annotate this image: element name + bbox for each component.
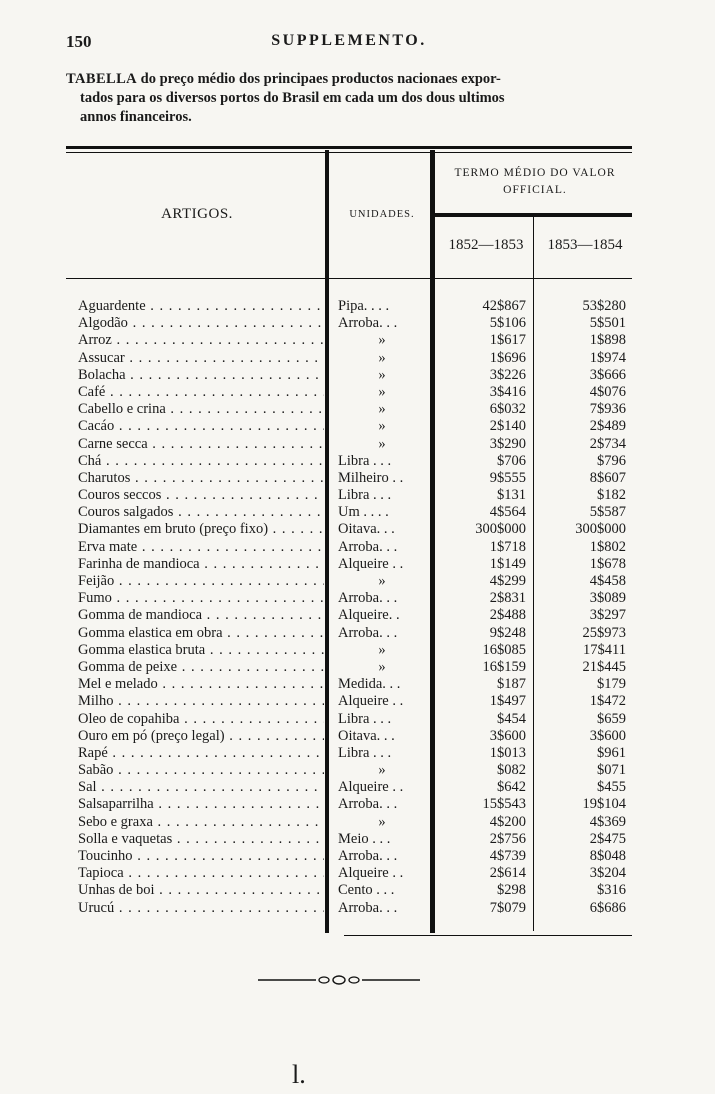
unidade-cell: Alqueire . . bbox=[338, 555, 404, 572]
table-row bbox=[0, 814, 715, 831]
value-1853-cell: 19$104 bbox=[582, 796, 626, 813]
value-1853-cell: 1$802 bbox=[589, 538, 626, 555]
value-1852-cell: 2$831 bbox=[489, 590, 526, 607]
value-1852-cell: 1$617 bbox=[489, 332, 526, 349]
artigo-cell: Arroz . . . bbox=[78, 332, 324, 349]
table-row bbox=[0, 659, 715, 676]
unidade-cell: Libra . . . bbox=[338, 452, 392, 469]
artigo-cell: Couros salgados . . . bbox=[78, 504, 324, 521]
value-1853-cell: 6$686 bbox=[589, 899, 626, 916]
table-row bbox=[0, 350, 715, 367]
value-1852-cell: $706 bbox=[497, 452, 526, 469]
table-row bbox=[0, 298, 715, 315]
artigo-cell: Urucú . . . bbox=[78, 900, 324, 917]
artigo-cell: Mel e melado . . . bbox=[78, 676, 324, 693]
artigo-cell: Rapé . . . bbox=[78, 745, 324, 762]
value-1853-cell: 17$411 bbox=[583, 641, 626, 658]
unidade-cell: Alqueire . . bbox=[338, 779, 404, 796]
value-1853-cell: 3$297 bbox=[589, 607, 626, 624]
artigo-cell: Tapioca . . . bbox=[78, 865, 324, 882]
artigo-cell: Farinha de mandioca . . . bbox=[78, 556, 324, 573]
value-1852-cell: $187 bbox=[497, 676, 526, 693]
value-1853-cell: $316 bbox=[597, 882, 626, 899]
artigo-cell: Chá . . . bbox=[78, 453, 324, 470]
unidade-cell: Cento . . . bbox=[338, 882, 395, 899]
value-1853-cell: 300$000 bbox=[575, 521, 626, 538]
value-1853-cell: 5$501 bbox=[589, 315, 626, 332]
table-row bbox=[0, 865, 715, 882]
value-1852-cell: 3$600 bbox=[489, 727, 526, 744]
value-1852-cell: 1$497 bbox=[489, 693, 526, 710]
artigo-cell: Solla e vaquetas . . . bbox=[78, 831, 324, 848]
value-1852-cell: 2$488 bbox=[489, 607, 526, 624]
value-1852-cell: 4$200 bbox=[489, 813, 526, 830]
value-1853-cell: $455 bbox=[597, 779, 626, 796]
unidade-cell: Milheiro . . bbox=[338, 469, 404, 486]
table-row bbox=[0, 556, 715, 573]
artigo-cell: Gomma de mandioca . . . bbox=[78, 607, 324, 624]
value-1852-cell: 1$013 bbox=[489, 744, 526, 761]
value-1853-cell: $179 bbox=[597, 676, 626, 693]
table-row bbox=[0, 487, 715, 504]
table-row bbox=[0, 882, 715, 899]
top-rule-thin bbox=[66, 152, 632, 153]
value-1853-cell: 8$048 bbox=[589, 848, 626, 864]
table-row bbox=[0, 470, 715, 487]
value-1852-cell: $642 bbox=[497, 779, 526, 796]
value-1853-cell: 4$076 bbox=[589, 383, 626, 400]
value-1853-cell: 1$678 bbox=[589, 555, 626, 572]
handwritten-mark: l. bbox=[292, 1060, 306, 1089]
table-row bbox=[0, 573, 715, 590]
value-1852-cell: $298 bbox=[497, 882, 526, 899]
value-1853-cell: 1$898 bbox=[589, 332, 626, 349]
unidade-cell: Libra . . . bbox=[338, 710, 392, 727]
page-header bbox=[66, 32, 632, 56]
value-1852-cell: 1$149 bbox=[489, 555, 526, 572]
table-row bbox=[0, 676, 715, 693]
bottom-rule bbox=[344, 935, 632, 936]
value-1853-cell: 1$472 bbox=[589, 693, 626, 710]
table-row bbox=[0, 900, 715, 917]
artigo-cell: Ouro em pó (preço legal) . . . bbox=[78, 728, 324, 745]
top-rule-thick bbox=[66, 146, 632, 149]
unidade-cell: Oitava. . . bbox=[338, 727, 395, 744]
unidade-cell: Arroba. . . bbox=[338, 796, 398, 813]
value-1852-cell: 15$543 bbox=[482, 796, 526, 813]
value-1852-cell: 7$079 bbox=[489, 899, 526, 916]
value-1852-cell: 3$226 bbox=[489, 366, 526, 383]
artigo-cell: Sebo e graxa . . . bbox=[78, 814, 324, 831]
table-row bbox=[0, 504, 715, 521]
artigo-cell: Bolacha . . . bbox=[78, 367, 324, 384]
header-year-1852: 1852—1853 bbox=[448, 237, 524, 253]
artigo-cell: Sabão . . . bbox=[78, 762, 324, 779]
value-1853-cell: 4$369 bbox=[589, 813, 626, 830]
value-1852-cell: 2$756 bbox=[489, 830, 526, 847]
value-1852-cell: 1$718 bbox=[489, 538, 526, 555]
artigo-cell: Aguardente . . . bbox=[78, 298, 324, 315]
value-1853-cell: 21$445 bbox=[582, 658, 626, 675]
value-1852-cell: 9$555 bbox=[489, 469, 526, 486]
unidade-cell: Libra . . . bbox=[338, 487, 392, 504]
table-row bbox=[0, 607, 715, 624]
table-row bbox=[0, 831, 715, 848]
table-row bbox=[0, 711, 715, 728]
unidade-cell: » bbox=[378, 762, 386, 779]
unidade-cell: » bbox=[378, 573, 386, 589]
unidade-cell: Arroba. . . bbox=[338, 899, 398, 916]
table-caption bbox=[66, 70, 634, 127]
artigo-cell: Oleo de copahiba . . . bbox=[78, 711, 324, 728]
unidade-cell: » bbox=[378, 813, 386, 830]
value-1853-cell: 5$587 bbox=[589, 504, 626, 521]
header-termo-medio bbox=[438, 165, 632, 199]
caption-line-3: annos financeiros. bbox=[80, 109, 192, 125]
table-row bbox=[0, 521, 715, 538]
value-1853-cell: $659 bbox=[597, 710, 626, 727]
table-row bbox=[0, 642, 715, 659]
artigo-cell: Diamantes em bruto (preço fixo) . . . bbox=[78, 521, 324, 538]
artigo-cell: Gomma elastica bruta . . . bbox=[78, 642, 324, 659]
table-row bbox=[0, 401, 715, 418]
value-1853-cell: 3$600 bbox=[589, 727, 626, 744]
value-1852-cell: 5$106 bbox=[489, 315, 526, 332]
value-1853-cell: 1$974 bbox=[589, 349, 626, 366]
value-1853-cell: 53$280 bbox=[582, 298, 626, 314]
value-1852-cell: 4$299 bbox=[489, 573, 526, 589]
unidade-cell: » bbox=[378, 332, 386, 349]
table-row bbox=[0, 625, 715, 642]
artigo-cell: Assucar . . . bbox=[78, 350, 324, 367]
artigo-cell: Café . . . bbox=[78, 384, 324, 401]
unidade-cell: » bbox=[378, 401, 386, 418]
table-body bbox=[0, 298, 715, 917]
value-1852-cell: 16$159 bbox=[482, 658, 526, 675]
table-row bbox=[0, 315, 715, 332]
value-1853-cell: $961 bbox=[597, 744, 626, 761]
artigo-cell: Toucinho . . . bbox=[78, 848, 324, 865]
value-1852-cell: 4$564 bbox=[489, 504, 526, 521]
value-1852-cell: 3$416 bbox=[489, 383, 526, 400]
artigo-cell: Gomma elastica em obra . . . bbox=[78, 625, 324, 642]
value-1853-cell: 3$666 bbox=[589, 366, 626, 383]
value-1853-cell: 2$475 bbox=[589, 830, 626, 847]
value-1852-cell: 42$867 bbox=[482, 298, 526, 314]
value-1853-cell: 8$607 bbox=[589, 469, 626, 486]
header-termo-line-1: TERMO MÉDIO DO VALOR bbox=[454, 167, 616, 179]
unidade-cell: Libra . . . bbox=[338, 744, 392, 761]
value-1852-cell: 1$696 bbox=[489, 349, 526, 366]
artigo-cell: Gomma de peixe . . . bbox=[78, 659, 324, 676]
unidade-cell: » bbox=[378, 418, 386, 435]
header-artigos: ARTIGOS. bbox=[161, 206, 233, 222]
table-row bbox=[0, 384, 715, 401]
table-row bbox=[0, 590, 715, 607]
table-row bbox=[0, 762, 715, 779]
header-unidades: UNIDADES. bbox=[349, 209, 415, 220]
artigo-cell: Erva mate . . . bbox=[78, 539, 324, 556]
caption-line-1-text: do preço médio dos principaes productos nacionaes expor- bbox=[140, 71, 501, 87]
value-1852-cell: 3$290 bbox=[489, 435, 526, 452]
unidade-cell: Alqueire . . bbox=[338, 693, 404, 710]
artigo-cell: Milho . . . bbox=[78, 693, 324, 710]
value-1853-cell: 2$489 bbox=[589, 418, 626, 435]
unidade-cell: Arroba. . . bbox=[338, 315, 398, 332]
unidade-cell: Pipa. . . . bbox=[338, 298, 390, 314]
value-1852-cell: 300$000 bbox=[475, 521, 526, 538]
unidade-cell: Alqueire. . bbox=[338, 607, 400, 624]
value-1853-cell: 3$089 bbox=[589, 590, 626, 607]
value-1853-cell: 2$734 bbox=[589, 435, 626, 452]
table-row bbox=[0, 436, 715, 453]
value-1853-cell: $796 bbox=[597, 452, 626, 469]
value-1852-cell: $131 bbox=[497, 487, 526, 504]
unidade-cell: Arroba. . . bbox=[338, 848, 398, 864]
ornament-divider-icon bbox=[258, 974, 420, 986]
value-1853-cell: $071 bbox=[597, 762, 626, 779]
artigo-cell: Sal . . . bbox=[78, 779, 324, 796]
unidade-cell: Meio . . . bbox=[338, 830, 391, 847]
unidade-cell: » bbox=[378, 435, 386, 452]
unidade-cell: » bbox=[378, 349, 386, 366]
table-row bbox=[0, 779, 715, 796]
artigo-cell: Cabello e crina . . . bbox=[78, 401, 324, 418]
table-row bbox=[0, 539, 715, 556]
value-1852-cell: $454 bbox=[497, 710, 526, 727]
caption-line-2: tados para os diversos portos do Brasil em cada um dos dous ultimos bbox=[80, 90, 505, 106]
header-year-1853: 1853—1854 bbox=[547, 237, 623, 253]
value-1852-cell: 16$085 bbox=[482, 641, 526, 658]
artigo-cell: Feijão . . . bbox=[78, 573, 324, 590]
value-1853-cell: 25$973 bbox=[582, 624, 626, 641]
unidade-cell: » bbox=[378, 383, 386, 400]
caption-lead-word: TABELLA bbox=[66, 71, 138, 87]
value-1852-cell: 2$614 bbox=[489, 865, 526, 882]
value-1852-cell: 6$032 bbox=[489, 401, 526, 418]
table-row bbox=[0, 693, 715, 710]
table-row bbox=[0, 453, 715, 470]
running-title: SUPPLEMENTO. bbox=[271, 32, 427, 49]
table-row bbox=[0, 367, 715, 384]
unidade-cell: Um . . . . bbox=[338, 504, 389, 521]
value-1853-cell: $182 bbox=[597, 487, 626, 504]
unidade-cell: Medida. . . bbox=[338, 676, 401, 693]
artigo-cell: Couros seccos . . . bbox=[78, 487, 324, 504]
artigo-cell: Charutos . . . bbox=[78, 470, 324, 487]
unidade-cell: Arroba. . . bbox=[338, 538, 398, 555]
unidade-cell: Oitava. . . bbox=[338, 521, 395, 538]
value-1853-cell: 7$936 bbox=[589, 401, 626, 418]
page-number: 150 bbox=[66, 32, 92, 51]
value-1853-cell: 4$458 bbox=[589, 573, 626, 589]
value-1852-cell: $082 bbox=[497, 762, 526, 779]
value-1852-cell: 9$248 bbox=[489, 624, 526, 641]
value-1852-cell: 2$140 bbox=[489, 418, 526, 435]
table-row bbox=[0, 332, 715, 349]
unidade-cell: Arroba. . . bbox=[338, 590, 398, 607]
value-1853-cell: 3$204 bbox=[589, 865, 626, 882]
table-row bbox=[0, 728, 715, 745]
table-row bbox=[0, 418, 715, 435]
table-row bbox=[0, 848, 715, 865]
unidade-cell: Alqueire . . bbox=[338, 865, 404, 882]
artigo-cell: Unhas de boi . . . bbox=[78, 882, 324, 899]
artigo-cell: Fumo . . . bbox=[78, 590, 324, 607]
unidade-cell: » bbox=[378, 641, 386, 658]
unidade-cell: Arroba. . . bbox=[338, 624, 398, 641]
artigo-cell: Cacáo . . . bbox=[78, 418, 324, 435]
unidade-cell: » bbox=[378, 366, 386, 383]
unidade-cell: » bbox=[378, 658, 386, 675]
artigo-cell: Carne secca . . . bbox=[78, 436, 324, 453]
caption-line-1 bbox=[66, 70, 634, 89]
artigo-cell: Algodão . . . bbox=[78, 315, 324, 332]
table-row bbox=[0, 796, 715, 813]
table-row bbox=[0, 745, 715, 762]
header-termo-line-2: OFFICIAL. bbox=[503, 184, 567, 196]
artigo-cell: Salsaparrilha . . . bbox=[78, 796, 324, 813]
value-1852-cell: 4$739 bbox=[489, 848, 526, 864]
header-bottom-rule bbox=[66, 278, 632, 279]
